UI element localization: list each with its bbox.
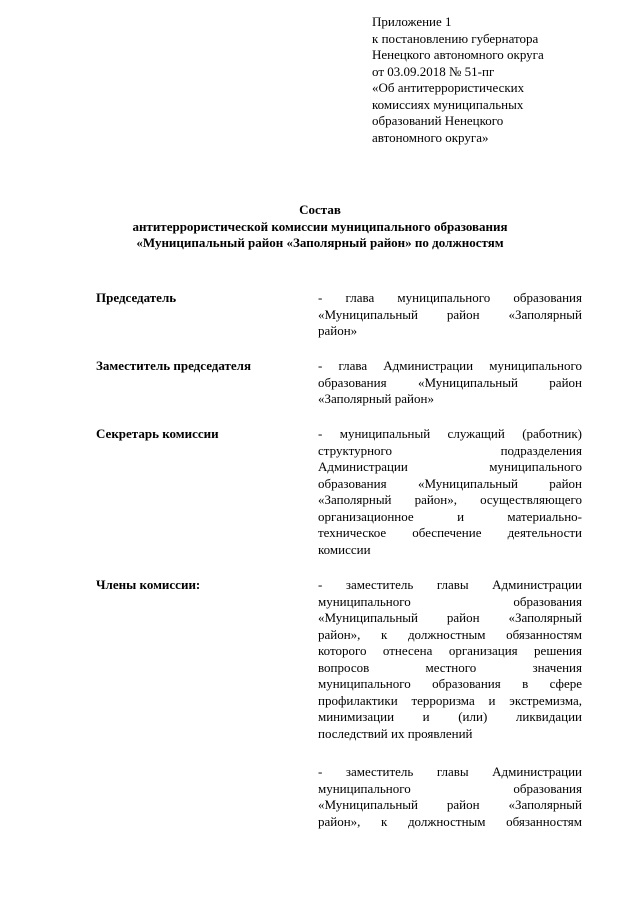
description-secretary	[318, 426, 582, 558]
description-line: образования «Муниципальный район	[318, 475, 582, 491]
appendix-line: «Об антитеррористических	[372, 80, 525, 95]
role-chairman: Председатель	[96, 290, 177, 305]
description-line: район»	[318, 323, 358, 338]
appendix-line: образований Ненецкого	[372, 113, 504, 128]
description-line: район», к должностным обязанностям	[318, 813, 582, 829]
appendix-header	[372, 14, 602, 146]
description-line: профилактики терроризма и экстремизма,	[318, 692, 582, 708]
appendix-line: Приложение 1	[372, 14, 452, 29]
document-title	[0, 202, 640, 252]
description-line: район», к должностным обязанностям	[318, 626, 582, 642]
description-member-2	[318, 764, 582, 830]
description-line: - глава Администрации муниципального	[318, 358, 582, 373]
description-line: муниципального образования	[318, 593, 582, 609]
description-line: «Муниципальный район «Заполярный	[318, 610, 582, 625]
description-line: «Муниципальный район «Заполярный	[318, 797, 582, 812]
document-title-line: Состав	[299, 202, 341, 217]
description-line: техническое обеспечение деятельности	[318, 525, 582, 540]
description-line: последствий их проявлений	[318, 725, 473, 741]
description-line: вопросов местного значения	[318, 659, 582, 675]
description-line: «Муниципальный район «Заполярный	[318, 306, 582, 322]
description-member-1	[318, 577, 582, 742]
description-line: - глава муниципального образования	[318, 290, 582, 305]
appendix-line: от 03.09.2018 № 51-пг	[372, 63, 495, 79]
description-line: - заместитель главы Администрации	[318, 577, 582, 592]
description-deputy-chairman	[318, 358, 582, 408]
description-line: образования «Муниципальный район	[318, 374, 582, 390]
description-line: муниципального образования в сфере	[318, 676, 582, 691]
description-line: «Заполярный район»	[318, 391, 434, 406]
role-secretary: Секретарь комиссии	[96, 426, 219, 441]
description-line: которого отнесена организация решения	[318, 643, 582, 658]
appendix-line: Ненецкого автономного округа	[372, 47, 544, 62]
document-title-line: антитеррористической комиссии муниципального образования	[132, 218, 508, 234]
description-line: Администрации муниципального	[318, 459, 582, 474]
description-line: организационное и материально-	[318, 508, 582, 524]
description-line: - муниципальный служащий (работник)	[318, 426, 582, 441]
description-line: муниципального образования	[318, 780, 582, 796]
appendix-line: к постановлению губернатора	[372, 30, 539, 46]
description-line: комиссии	[318, 541, 371, 557]
description-line: структурного подразделения	[318, 442, 582, 458]
description-chairman	[318, 290, 582, 340]
description-line: минимизации и (или) ликвидации	[318, 709, 582, 724]
appendix-line: комиссиях муниципальных	[372, 96, 524, 112]
document-title-line: «Муниципальный район «Заполярный район» по должностям	[136, 235, 504, 250]
appendix-line: автономного округа»	[372, 129, 489, 145]
description-line: «Заполярный район», осуществляющего	[318, 492, 582, 507]
role-commission-members: Члены комиссии:	[96, 577, 201, 592]
description-line: - заместитель главы Администрации	[318, 764, 582, 779]
role-deputy-chairman: Заместитель председателя	[96, 358, 252, 373]
